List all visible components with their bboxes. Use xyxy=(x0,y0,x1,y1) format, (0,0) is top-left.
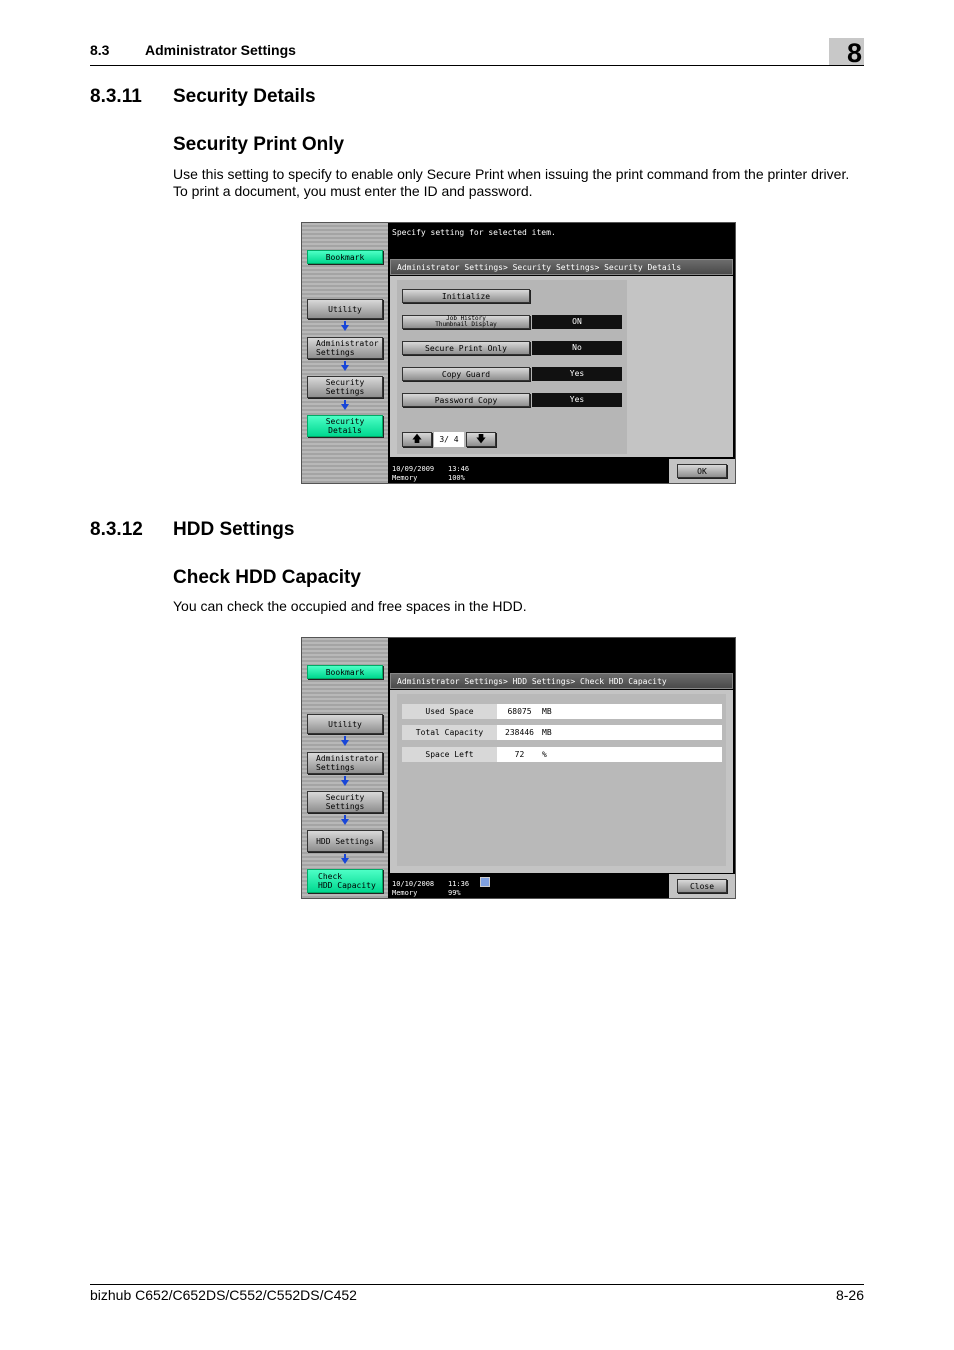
message-bar xyxy=(388,638,735,674)
security-settings-button[interactable] xyxy=(307,376,383,398)
breadcrumb: Administrator Settings> Security Settings> Security Details xyxy=(390,259,733,275)
button-label-line1: Security xyxy=(325,793,365,802)
status-time: 13:46 xyxy=(448,465,470,473)
button-label-line1: Administrator xyxy=(316,754,379,763)
header-rule xyxy=(90,65,864,66)
button-label-line2: Thumbnail Display xyxy=(435,321,497,328)
header-section-title: Administrator Settings xyxy=(145,42,296,58)
memory-label: Memory xyxy=(392,474,418,482)
utility-button[interactable]: Utility xyxy=(307,714,383,734)
button-label-line1: Administrator xyxy=(316,339,379,348)
subsection-title: Check HDD Capacity xyxy=(173,567,361,588)
button-label-line2: Settings xyxy=(325,387,365,396)
section-number: 8.3.11 xyxy=(90,86,142,107)
memory-label: Memory xyxy=(392,889,418,897)
header-section-number: 8.3 xyxy=(90,42,110,58)
page-down-button[interactable] xyxy=(466,432,496,447)
job-status-icon[interactable] xyxy=(480,877,490,887)
row-unit: MB xyxy=(542,728,552,737)
page-indicator: 3/ 4 xyxy=(434,432,464,447)
security-settings-button[interactable] xyxy=(307,791,383,813)
arrow-up-icon: 🡅 xyxy=(411,434,423,445)
arrow-down-icon xyxy=(341,858,349,864)
button-label-line1: Check xyxy=(318,872,343,881)
breadcrumb: Administrator Settings> HDD Settings> Check HDD Capacity xyxy=(390,673,733,689)
footer-page-number: 8-26 xyxy=(835,1287,864,1303)
job-history-value: ON xyxy=(532,315,622,329)
button-label-line2: Settings xyxy=(316,348,355,357)
check-hdd-capacity-button[interactable] xyxy=(307,869,383,893)
paragraph: Use this setting to specify to enable only Secure Print when issuing the print command from the printer driver. xyxy=(173,166,850,182)
row-label: Total Capacity xyxy=(402,725,497,740)
check-hdd-capacity-screenshot xyxy=(301,637,736,899)
row-value: 72 xyxy=(514,750,525,759)
chapter-badge xyxy=(829,38,864,68)
button-label-line2: HDD Capacity xyxy=(318,881,376,890)
copy-guard-value: Yes xyxy=(532,367,622,381)
status-date: 10/09/2009 xyxy=(392,465,435,473)
button-label-line1: Job History xyxy=(446,315,486,322)
security-details-screenshot xyxy=(301,222,736,484)
footer-rule xyxy=(90,1284,864,1285)
administrator-settings-button[interactable] xyxy=(307,337,383,359)
section-number: 8.3.12 xyxy=(90,519,143,540)
job-history-thumbnail-button[interactable] xyxy=(402,315,530,329)
security-details-button[interactable]: Security Details xyxy=(307,415,383,437)
arrow-down-icon: 🡇 xyxy=(475,434,487,445)
bookmark-button[interactable]: Bookmark xyxy=(307,665,383,679)
copy-guard-button[interactable]: Copy Guard xyxy=(402,367,530,381)
footer-model: bizhub C652/C652DS/C552/C552DS/C452 xyxy=(90,1287,357,1303)
section-title: Security Details xyxy=(173,86,316,107)
arrow-down-icon xyxy=(341,780,349,786)
ok-button[interactable]: OK xyxy=(677,464,727,478)
initialize-button[interactable]: Initialize xyxy=(402,289,530,303)
status-date: 10/10/2008 xyxy=(392,880,435,888)
arrow-down-icon xyxy=(341,740,349,746)
secure-print-only-value: No xyxy=(532,341,622,355)
status-time: 11:36 xyxy=(448,880,470,888)
button-label-line1: Security xyxy=(325,378,365,387)
chapter-number: 8 xyxy=(846,38,862,68)
utility-button[interactable]: Utility xyxy=(307,299,383,319)
memory-value: 100% xyxy=(448,474,465,482)
capacity-panel xyxy=(397,694,726,866)
hdd-settings-button[interactable]: HDD Settings xyxy=(307,830,383,852)
capacity-row-used xyxy=(402,704,722,719)
message-bar xyxy=(388,223,735,259)
row-value: 68075 xyxy=(507,707,532,716)
page-up-button[interactable] xyxy=(402,432,432,447)
memory-value: 99% xyxy=(448,889,461,897)
bookmark-button[interactable]: Bookmark xyxy=(307,250,383,264)
row-label: Used Space xyxy=(402,704,497,719)
row-value: 238446 xyxy=(505,728,534,737)
password-copy-value: Yes xyxy=(532,393,622,407)
button-label-line2: Settings xyxy=(325,802,365,811)
secure-print-only-button[interactable]: Secure Print Only xyxy=(402,341,530,355)
arrow-down-icon xyxy=(341,404,349,410)
arrow-down-icon xyxy=(341,819,349,825)
arrow-down-icon xyxy=(341,325,349,331)
subsection-title: Security Print Only xyxy=(173,134,345,155)
capacity-row-total xyxy=(402,725,722,740)
row-label: Space Left xyxy=(402,747,497,762)
capacity-row-left xyxy=(402,747,722,762)
close-button[interactable]: Close xyxy=(677,879,727,893)
message-text: Specify setting for selected item. xyxy=(392,228,556,237)
arrow-down-icon xyxy=(341,365,349,371)
button-label-line2: Settings xyxy=(316,763,355,772)
row-unit: MB xyxy=(542,707,552,716)
row-unit: % xyxy=(542,750,547,759)
administrator-settings-button[interactable] xyxy=(307,752,383,774)
section-title: HDD Settings xyxy=(173,519,295,540)
paragraph: To print a document, you must enter the ID and password. xyxy=(173,183,533,199)
paragraph: You can check the occupied and free spaces in the HDD. xyxy=(173,598,527,614)
password-copy-button[interactable]: Password Copy xyxy=(402,393,530,407)
